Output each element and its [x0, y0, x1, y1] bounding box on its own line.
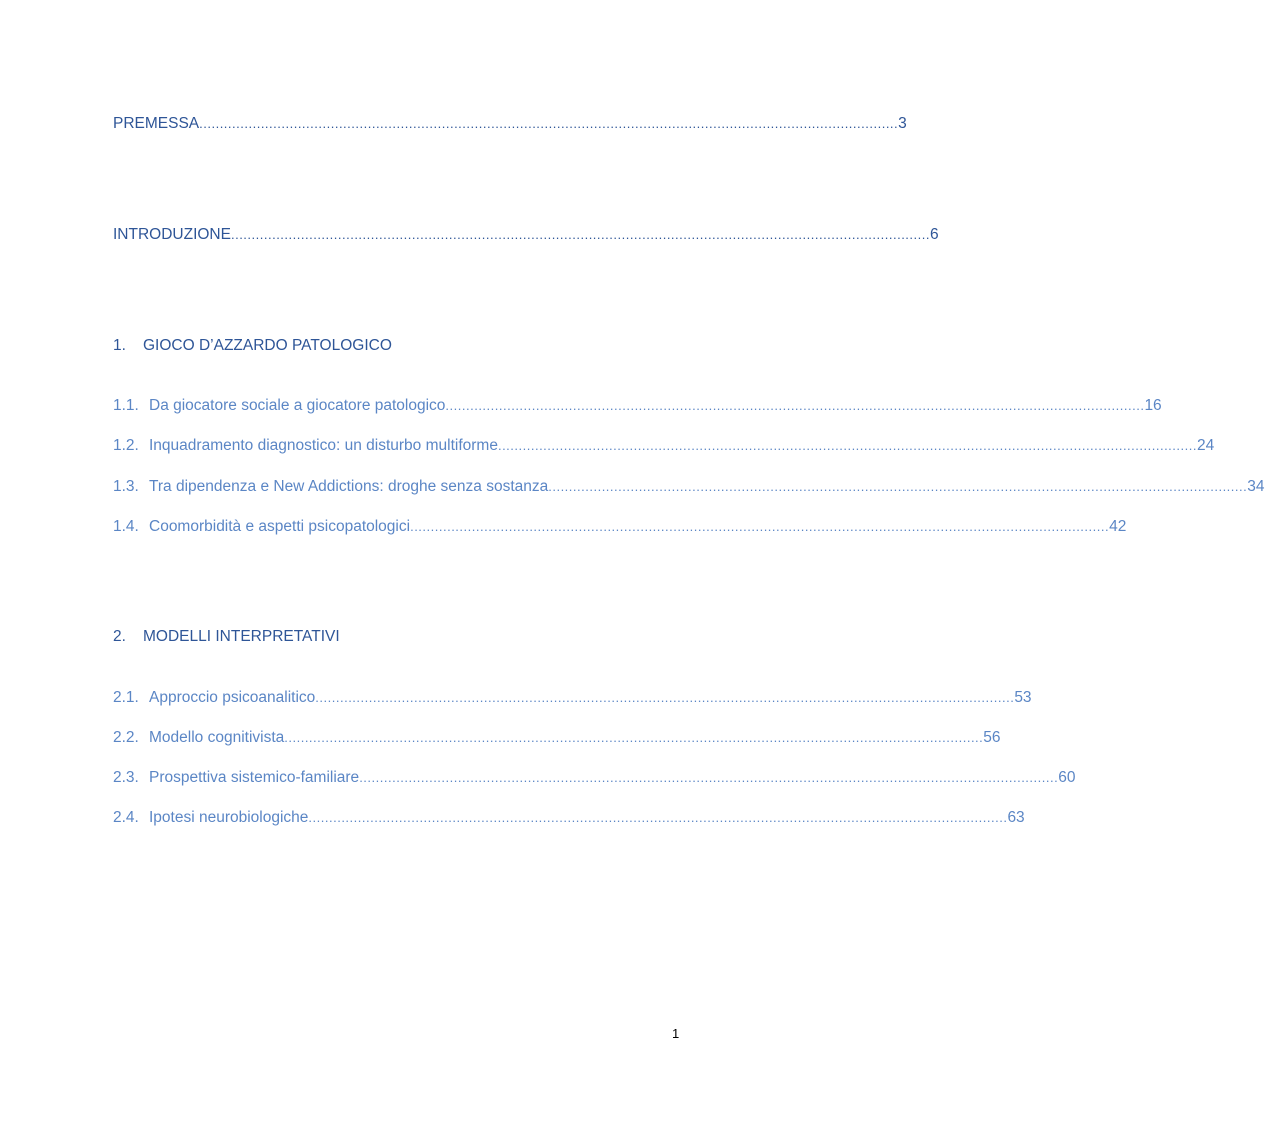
section-number: 1.4.	[113, 518, 139, 535]
section-number: 1.1.	[113, 397, 139, 414]
dot-leader: ..........................................................................................................................................................................	[315, 690, 1015, 705]
toc-entry-2-2[interactable]	[113, 728, 1001, 748]
dot-leader: ..........................................................................................................................................................................	[359, 770, 1059, 785]
section-title: Modello cognitivista	[149, 729, 285, 746]
dot-leader: ..........................................................................................................................................................................	[230, 227, 930, 242]
section-number: 2.3.	[113, 769, 139, 786]
toc-entry-page: 6	[929, 226, 939, 243]
section-title: Coomorbidità e aspetti psicopatologici	[149, 518, 411, 535]
toc-entry-1-4[interactable]	[113, 517, 1127, 537]
page-number: 1	[672, 1026, 680, 1041]
section-number: 2.1.	[113, 689, 139, 706]
toc-entry-1-2[interactable]	[113, 436, 1215, 456]
toc-entry-page: 16	[1144, 397, 1162, 414]
section-title: Da giocatore sociale a giocatore patologico	[149, 397, 446, 414]
section-number: 2.4.	[113, 809, 139, 826]
section-number: 2.2.	[113, 729, 139, 746]
toc-entry-page: 53	[1014, 689, 1032, 706]
chapter-title: GIOCO D’AZZARDO PATOLOGICO	[143, 337, 392, 354]
section-number: 1.3.	[113, 478, 139, 495]
dot-leader: ..........................................................................................................................................................................	[548, 479, 1248, 494]
dot-leader: ..........................................................................................................................................................................	[284, 730, 984, 745]
toc-entry-2-3[interactable]	[113, 768, 1076, 788]
chapter-number: 2.	[113, 628, 126, 645]
toc-entry-label: PREMESSA	[113, 115, 200, 132]
chapter-heading-1[interactable]	[113, 336, 392, 356]
toc-entry-page: 24	[1196, 437, 1215, 454]
toc-entry-2-1[interactable]	[113, 688, 1032, 708]
dot-leader: ..........................................................................................................................................................................	[445, 398, 1145, 413]
section-title: Ipotesi neurobiologiche	[149, 809, 309, 826]
toc-entry-premessa[interactable]	[113, 114, 907, 134]
toc-entry-page: 34	[1247, 478, 1265, 495]
dot-leader: ..........................................................................................................................................................................	[199, 116, 899, 131]
dot-leader: ..........................................................................................................................................................................	[308, 810, 1008, 825]
section-title: Inquadramento diagnostico: un disturbo multiforme	[149, 437, 498, 454]
toc-entry-1-3[interactable]	[113, 477, 1265, 497]
section-title: Prospettiva sistemico-familiare	[149, 769, 360, 786]
toc-entry-label: INTRODUZIONE	[113, 226, 231, 243]
section-number: 1.2.	[113, 437, 139, 454]
toc-entry-page: 3	[898, 115, 907, 132]
chapter-number: 1.	[113, 337, 126, 354]
dot-leader: ..........................................................................................................................................................................	[497, 438, 1197, 453]
dot-leader: ..........................................................................................................................................................................	[410, 519, 1110, 534]
toc-entry-page: 56	[983, 729, 1001, 746]
toc-entry-introduzione[interactable]	[113, 225, 939, 245]
toc-entry-2-4[interactable]	[113, 808, 1025, 828]
toc-entry-page: 42	[1109, 518, 1127, 535]
chapter-heading-2[interactable]	[113, 627, 340, 647]
toc-entry-1-1[interactable]	[113, 396, 1162, 416]
section-title: Tra dipendenza e New Addictions: droghe senza sostanza	[149, 478, 549, 495]
section-title: Approccio psicoanalitico	[149, 689, 316, 706]
toc-entry-page: 63	[1007, 809, 1025, 826]
toc-entry-page: 60	[1058, 769, 1076, 786]
chapter-title: MODELLI INTERPRETATIVI	[143, 628, 340, 645]
